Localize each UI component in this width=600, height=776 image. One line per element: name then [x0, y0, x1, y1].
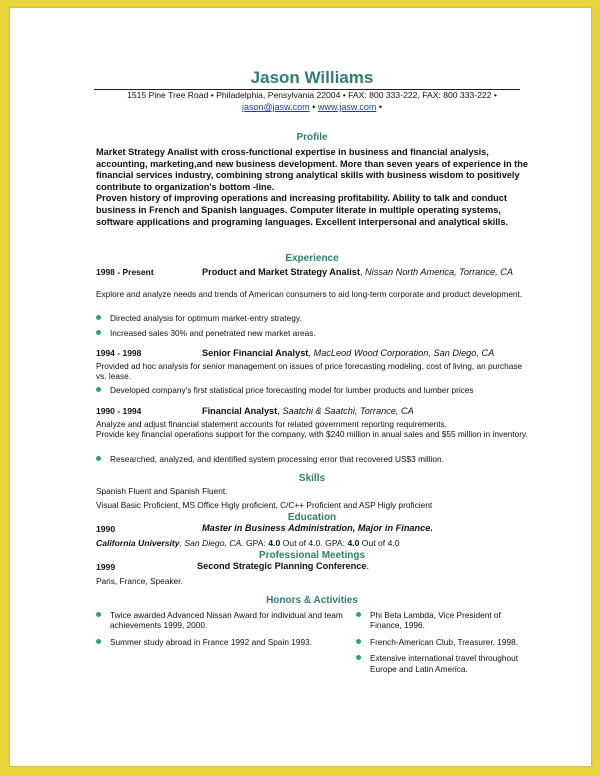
job-bullets: [96, 454, 528, 469]
list-item: Increased sales 30% and penetrated new market areas.: [96, 328, 528, 338]
meeting-year: 1999: [96, 562, 116, 572]
list-item: Twice awarded Advanced Nissan Award for individual and team achievements 1999, 2000.: [96, 610, 344, 631]
job-company: Saatchi & Saatchi, Torrance, CA: [282, 406, 414, 416]
job-description: Explore and analyze needs and trends of American consumers to aid long-term corporate and product development.: [96, 289, 523, 299]
meeting-title: Second Strategic Planning Conference.: [197, 561, 370, 571]
bullet-icon: [96, 612, 101, 617]
honors-right-list: [356, 610, 524, 680]
link-separator: •: [309, 102, 318, 112]
meeting-location: Paris, France, Speaker.: [96, 576, 183, 586]
link-trail: •: [376, 102, 382, 112]
bullet-icon: [96, 330, 101, 335]
experience-heading: Experience: [285, 253, 339, 264]
education-year: 1990: [96, 524, 116, 534]
skills-line: Spanish Fluent and Spanish Fluent.: [96, 486, 228, 496]
job-bullets: [96, 385, 528, 400]
education-degree: Master in Business Administration, Major in Finance.: [202, 523, 433, 533]
header-rule: [94, 89, 520, 90]
job-dates: 1990 - 1994: [96, 406, 142, 416]
contact-address: 1515 Pine Tree Road • Philadelphia, Pensylvania 22004 • FAX: 800 333-222, FAX: 800 333-222 •: [127, 90, 497, 100]
list-item: Researched, analyzed, and identified system processing error that recovered US$3 million.: [96, 454, 528, 464]
bullet-icon: [356, 639, 361, 644]
profile-body: Market Strategy Analist with cross-functional expertise in business and financial analysis, accounting, marketing,and new business development. More than seven years of experience in the financial services industry, combining strong analytical skills with business wisdom to positively contribute to organization's bottom -line. Proven history of improving operations and increasing profitability. Ability to talk and conduct business in French and Spanish languages. Computer literate in multiple operating systems, software applications and programing languages. Excellent interpersonal and analytical skills.: [96, 147, 528, 227]
list-item: Summer study abroad in France 1992 and Spain 1993.: [96, 637, 344, 647]
education-details: California University, San Diego, CA. GPA: 4.0 Out of 4.0. GPA: 4.0 Out of 4.0: [96, 538, 400, 548]
job-position: Financial Analyst: [202, 406, 278, 416]
job-bullets: [96, 313, 528, 344]
job-title: Senior Financial Analyst, MacLeod Wood Corporation, San Diego, CA: [202, 348, 495, 358]
honors-heading: Honors & Activities: [266, 595, 358, 606]
job-description: Provided ad hoc analysis for senior management on issues of price forecasting modeling, cost of living, an purchase vs. lease.: [96, 361, 523, 382]
skills-heading: Skills: [298, 473, 326, 484]
bullet-icon: [96, 639, 101, 644]
meetings-heading: Professional Meetings: [258, 550, 366, 561]
bullet-icon: [96, 456, 101, 461]
candidate-name: Jason Williams: [250, 68, 374, 87]
email-link[interactable]: jason@jasw.com: [242, 102, 310, 112]
bullet-icon: [356, 655, 361, 660]
list-item: Developed company's first statistical price forecasting model for lumber products and lumber prices: [96, 385, 528, 395]
honors-left-list: [96, 610, 344, 653]
job-position: Product and Market Strategy Analist: [202, 267, 360, 277]
list-item: Directed analysis for optimum market-entry strategy.: [96, 313, 528, 323]
job-title: Financial Analyst, Saatchi & Saatchi, Torrance, CA: [202, 406, 414, 416]
profile-text: [96, 147, 528, 228]
list-item: Phi Beta Lambda, Vice President of Finance, 1996.: [356, 610, 524, 631]
skills-line: Visual Basic Proficient, MS Office Higly proficient, C/C++ Proficient and ASP Higly proficient: [96, 500, 433, 510]
job-description: Analyze and adjust financial statement accounts for related government reporting requirements. Provide key financial operations support for the company, with $240 million in anual sales and $55 million in inventory.: [96, 419, 528, 440]
job-title: Product and Market Strategy Analist, Nissan North America, Torrance, CA: [202, 267, 513, 277]
contact-links: [96, 101, 528, 113]
job-dates: 1998 - Present: [96, 267, 154, 277]
profile-heading: Profile: [296, 132, 328, 143]
job-company: MacLeod Wood Corporation, San Diego, CA: [313, 348, 495, 358]
bullet-icon: [356, 612, 361, 617]
list-item: French-American Club, Treasurer, 1998.: [356, 637, 524, 647]
bullet-icon: [96, 387, 101, 392]
job-dates: 1994 - 1998: [96, 348, 142, 358]
job-position: Senior Financial Analyst: [202, 348, 309, 358]
job-company: Nissan North America, Torrance, CA: [365, 267, 513, 277]
education-heading: Education: [287, 512, 337, 523]
education-university: California University: [96, 538, 180, 548]
list-item: Extensive international travel throughout Europe and Latin America.: [356, 653, 524, 674]
bullet-icon: [96, 315, 101, 320]
resume-page: [10, 8, 591, 766]
website-link[interactable]: www.jasw.com: [317, 102, 377, 112]
